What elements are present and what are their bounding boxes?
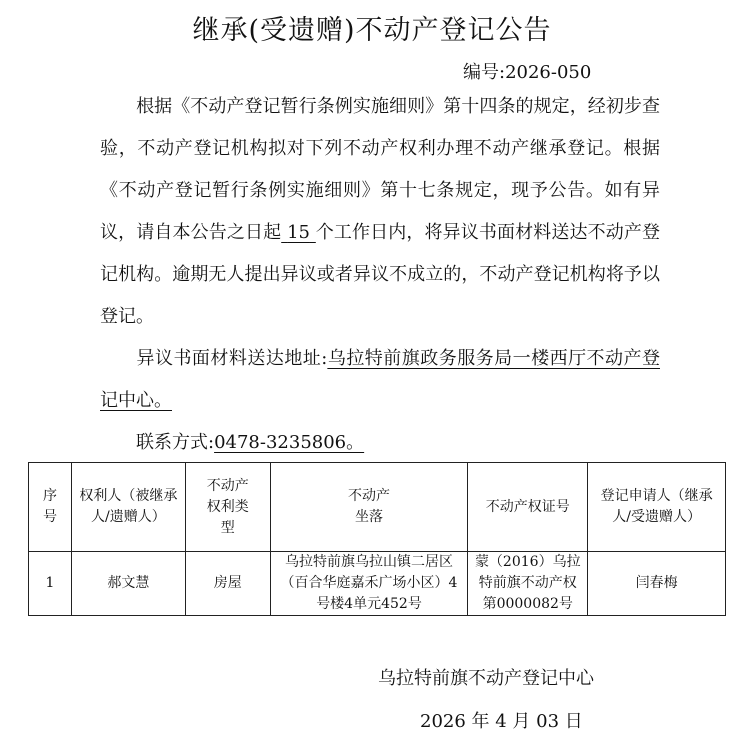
cell-seq: 1 <box>29 552 72 616</box>
header-seq-label: 序号 <box>42 488 57 525</box>
cell-location: 乌拉特前旗乌拉山镇二居区（百合华庭嘉禾广场小区）4号楼4单元452号 <box>270 552 468 616</box>
announcement-body <box>100 86 660 338</box>
objection-days-value: 15 <box>287 222 310 243</box>
cell-type: 房屋 <box>185 552 270 616</box>
cell-holder: 郝文慧 <box>71 552 185 616</box>
header-location <box>270 463 468 552</box>
announcement-title: 继承(受遗赠)不动产登记公告 <box>192 15 552 46</box>
body-text-part1: 根据《不动产登记暂行条例实施细则》第十四条的规定，经初步查验，不动产登记机构拟对下列不动产权利办理不动产继承登记。根据《不动产登记暂行条例实施细则》第十七条规定，现予公告。如有异议，请自本公告之日起 <box>100 96 660 243</box>
address-value: 乌拉特前旗政务服务局一楼西厅不动产登记中心。 <box>100 348 660 411</box>
document-number: 编号:2026-050 <box>463 62 592 83</box>
body-text-part2: 个工作日内，将异议书面材料送达不动产登记机构。逾期无人提出异议或者异议不成立的，不动产登记机构将予以登记。 <box>100 222 660 327</box>
cell-cert: 蒙（2016）乌拉特前旗不动产权第0000082号 <box>468 552 588 616</box>
header-cert: 不动产权证号 <box>468 463 588 552</box>
issuing-authority: 乌拉特前旗不动产登记中心 <box>378 668 594 689</box>
issue-date: 2026 年 4 月 03 日 <box>420 711 583 732</box>
objection-days <box>281 222 316 243</box>
header-location-label: 不动产坐落 <box>348 488 390 525</box>
header-applicant: 登记申请人（继承人/受遗赠人） <box>588 463 726 552</box>
header-seq <box>29 463 72 552</box>
property-table <box>28 462 726 616</box>
cell-applicant: 闫春梅 <box>588 552 726 616</box>
header-type-label: 不动产权利类型 <box>206 477 249 536</box>
table-row <box>29 552 726 616</box>
header-holder: 权利人（被继承人/遗赠人） <box>71 463 185 552</box>
address-paragraph <box>100 338 660 422</box>
address-label: 异议书面材料送达地址: <box>136 348 328 369</box>
contact-paragraph <box>100 422 660 464</box>
table-header-row <box>29 463 726 552</box>
contact-value: 0478-3235806。 <box>214 432 365 453</box>
header-type <box>185 463 270 552</box>
contact-label: 联系方式: <box>136 432 215 453</box>
